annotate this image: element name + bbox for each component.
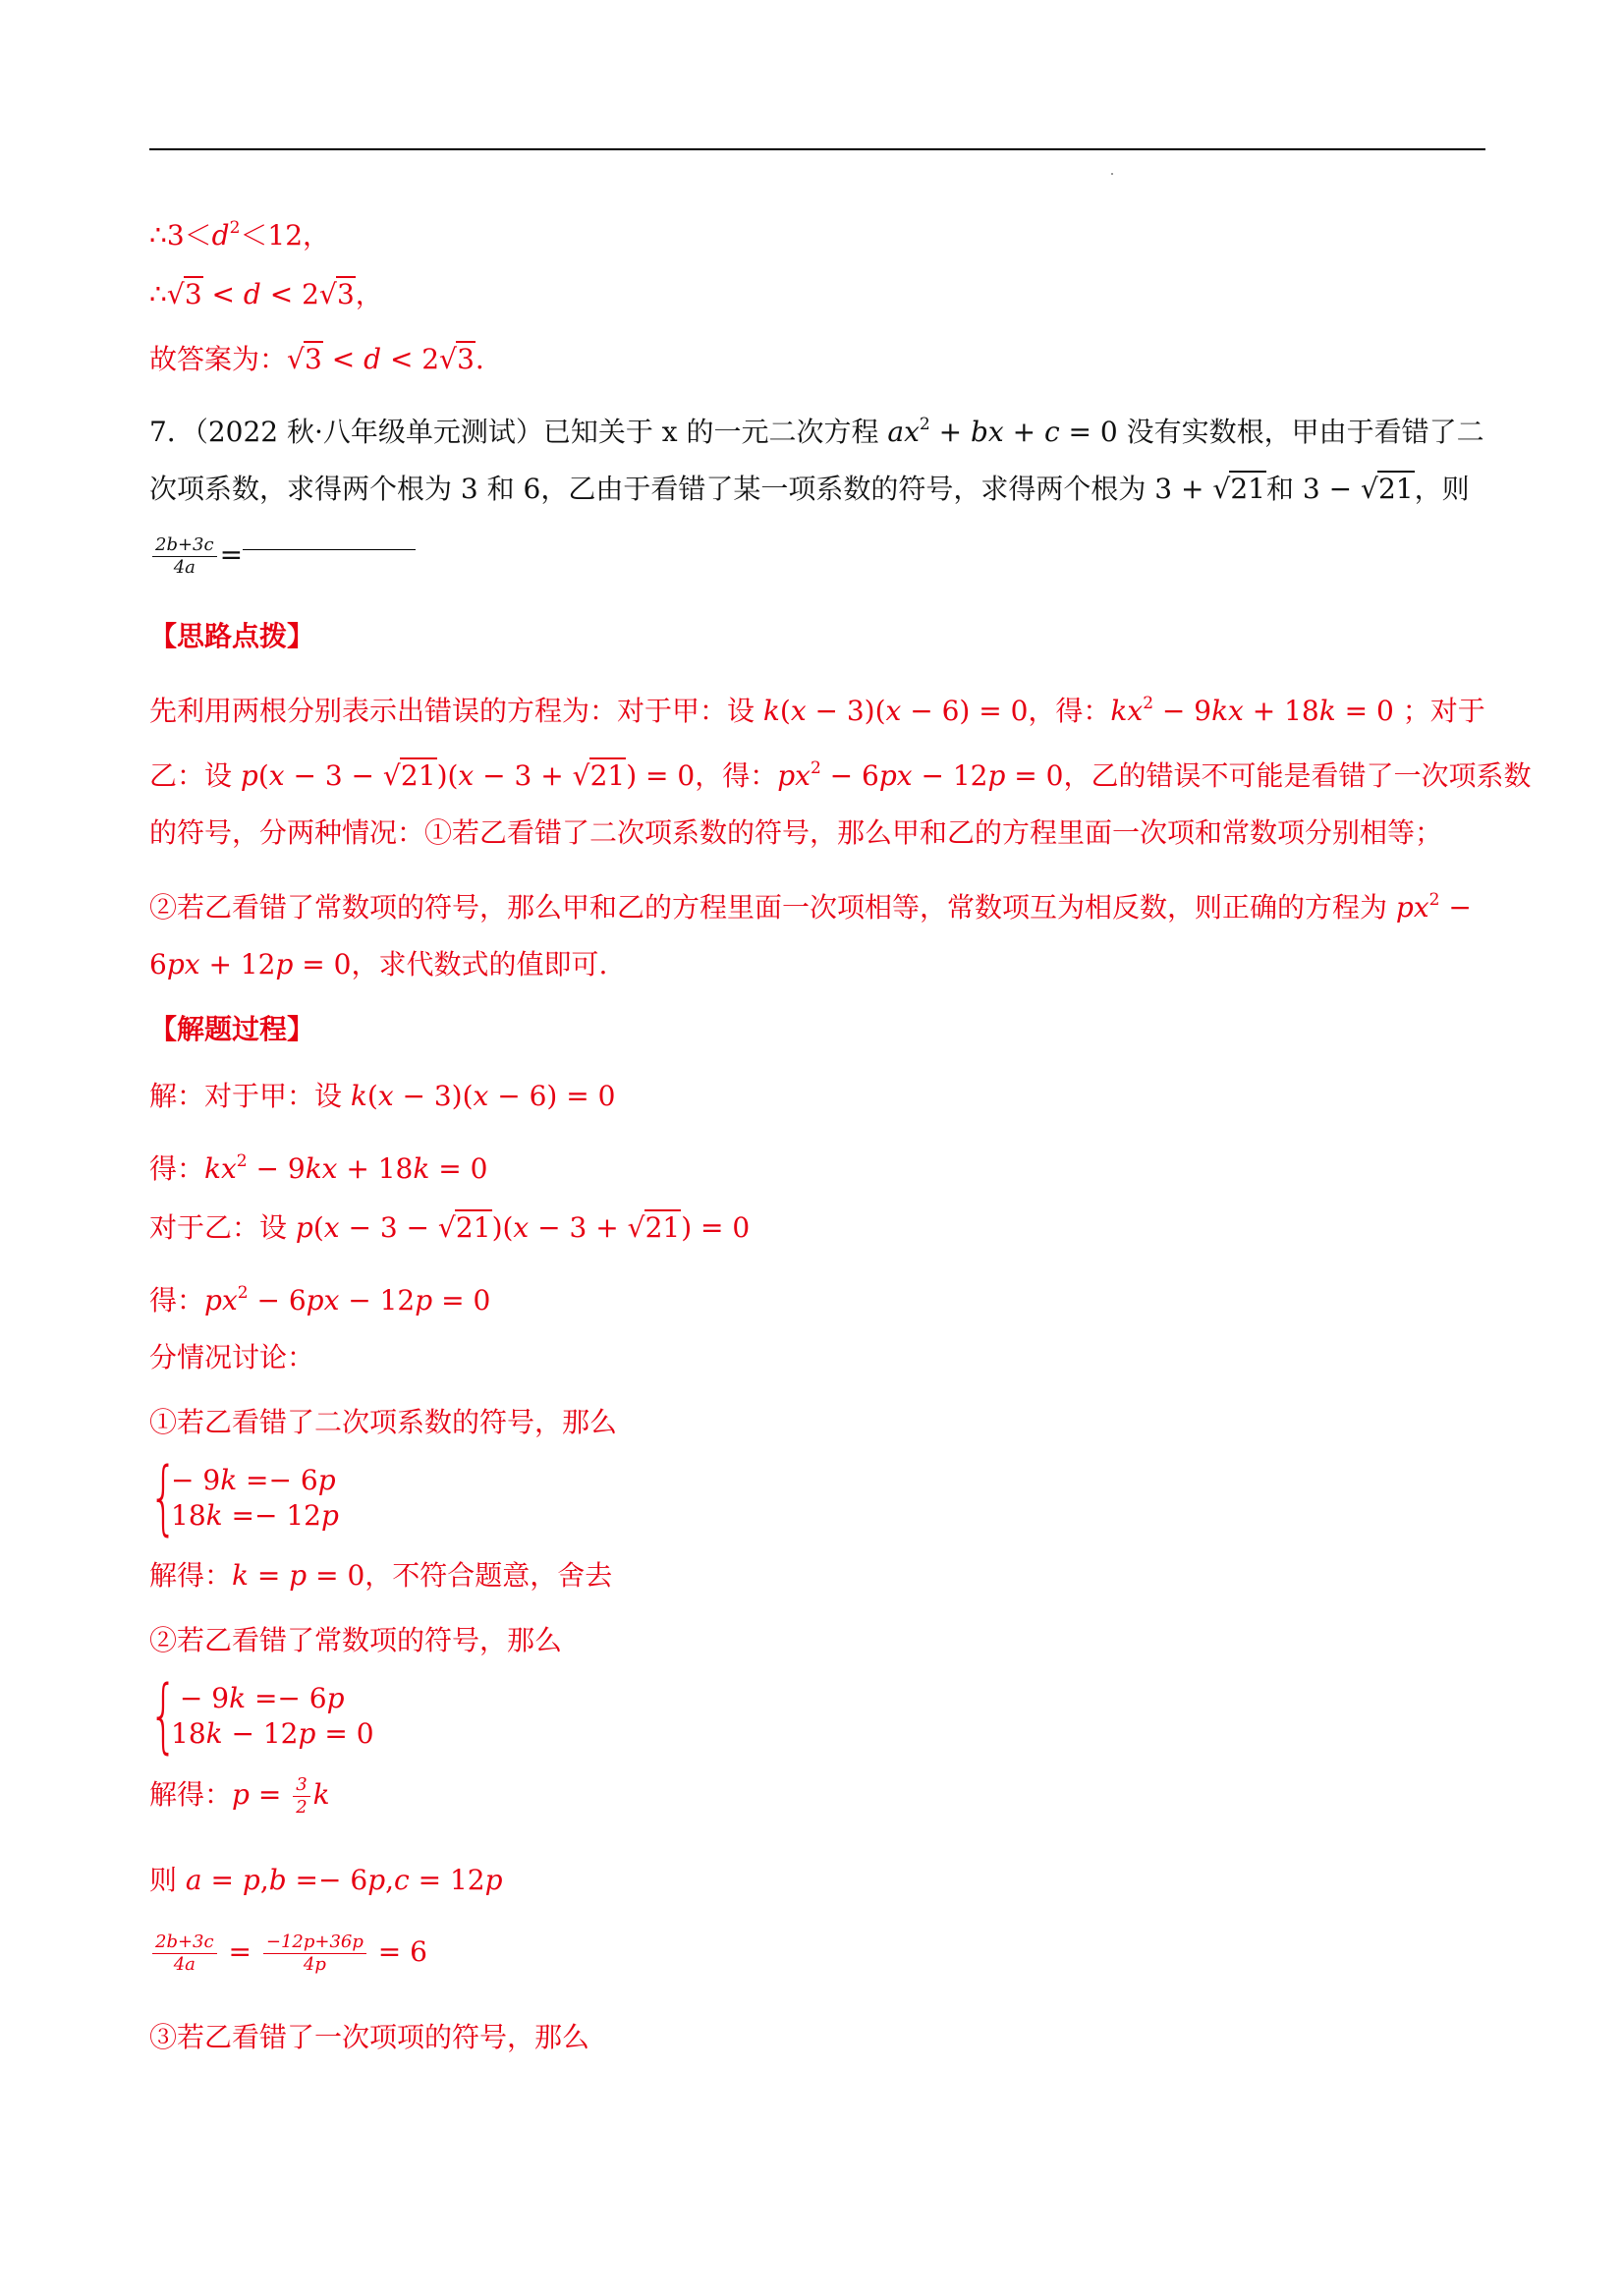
equation-system-2 [149,1669,374,1763]
system-1-row-1: − 9k =− 6p [171,1464,336,1496]
case-3-heading: ③若乙看错了一次项项的符号，那么 [149,2021,590,2053]
solution-line-5: 分情况讨论： [149,1341,315,1373]
line-d-range: ∴√ 3 < d < 2√ 3， [149,275,383,314]
case-1-result: 解得：k = p = 0，不符合题意，舍去 [149,1559,613,1592]
header-rule [149,148,1485,150]
approach-line-4: ②若乙看错了常数项的符号，那么甲和乙的方程里面一次项相等，常数项互为相反数，则正确的方程为 $px^2$ − [149,890,1472,924]
system-2-row-2: 18k − 12p = 0 [171,1717,374,1750]
case-2-result: 解得：p = $\frac{3}{2}$ k [149,1774,330,1818]
case-2-heading: ②若乙看错了常数项的符号，那么 [149,1624,563,1656]
solution-line-2: 得：$kx^2 - 9kx + 18k = 0$ [149,1151,488,1185]
coefficients-line: 则 a = p,b =− 6p,c = 12p [149,1864,503,1896]
approach-line-2: 乙：设 p(x − 3 − √ 21)(x − 3 + √ 21) = 0，得：$px^2 - 6px - 12p = 0$，乙的错误不可能是看错了一次项系数 [149,749,1531,796]
expression-value: $\frac{2b+3c}{4a}$ = $\frac{-12p+36p}{4p}$ = 6 [149,1932,427,1976]
approach-line-5: 6px + 12p = 0，求代数式的值即可. [149,948,608,980]
approach-line-3: 的符号，分两种情况：①若乙看错了二次项系数的符号，那么甲和乙的方程里面一次项和常数项分别相等； [149,816,1443,849]
question-7-line-1: 7．（2022 秋·八年级单元测试）已知关于 x 的一元二次方程 $ax^2$ + bx + c = 0 没有实数根，甲由于看错了二 [149,415,1484,448]
approach-line-1: 先利用两根分别表示出错误的方程为：对于甲：设 k(x − 3)(x − 6) = 0，得：$kx^2 - 9kx + 18k = 0$ ；对于 [149,694,1485,727]
solution-line-4: 得：$px^2 - 6px - 12p = 0$ [149,1283,491,1316]
equation-system-1 [149,1451,339,1544]
answer-blank [243,549,416,550]
brace-icon: { [149,1669,178,1763]
system-2-row-1: − 9k =− 6p [171,1682,345,1714]
line-d-squared-range: $\therefore 3<d^2<12$， [149,218,331,252]
heading-approach: 【思路点拨】 [149,620,315,652]
header-dot [1111,173,1113,175]
line-answer: 故答案为：√ 3 < d < 2√ 3． [149,340,503,379]
system-1-row-2: 18k =− 12p [171,1499,339,1532]
solution-line-3: 对于乙：设 p(x − 3 − √ 21)(x − 3 + √ 21) = 0 [149,1208,750,1248]
question-7-line-3: $\frac{2b+3c}{4a}$ = [149,534,416,579]
heading-solution: 【解题过程】 [149,1013,315,1045]
solution-line-1: 解：对于甲：设 k(x − 3)(x − 6) = 0 [149,1080,616,1112]
brace-icon: { [149,1451,178,1544]
question-7-line-2: 次项系数，求得两个根为 3 和 6，乙由于看错了某一项系数的符号，求得两个根为 3 + √ 21和 3 − √ 21，则 [149,470,1470,509]
case-1-heading: ①若乙看错了二次项系数的符号，那么 [149,1406,618,1438]
